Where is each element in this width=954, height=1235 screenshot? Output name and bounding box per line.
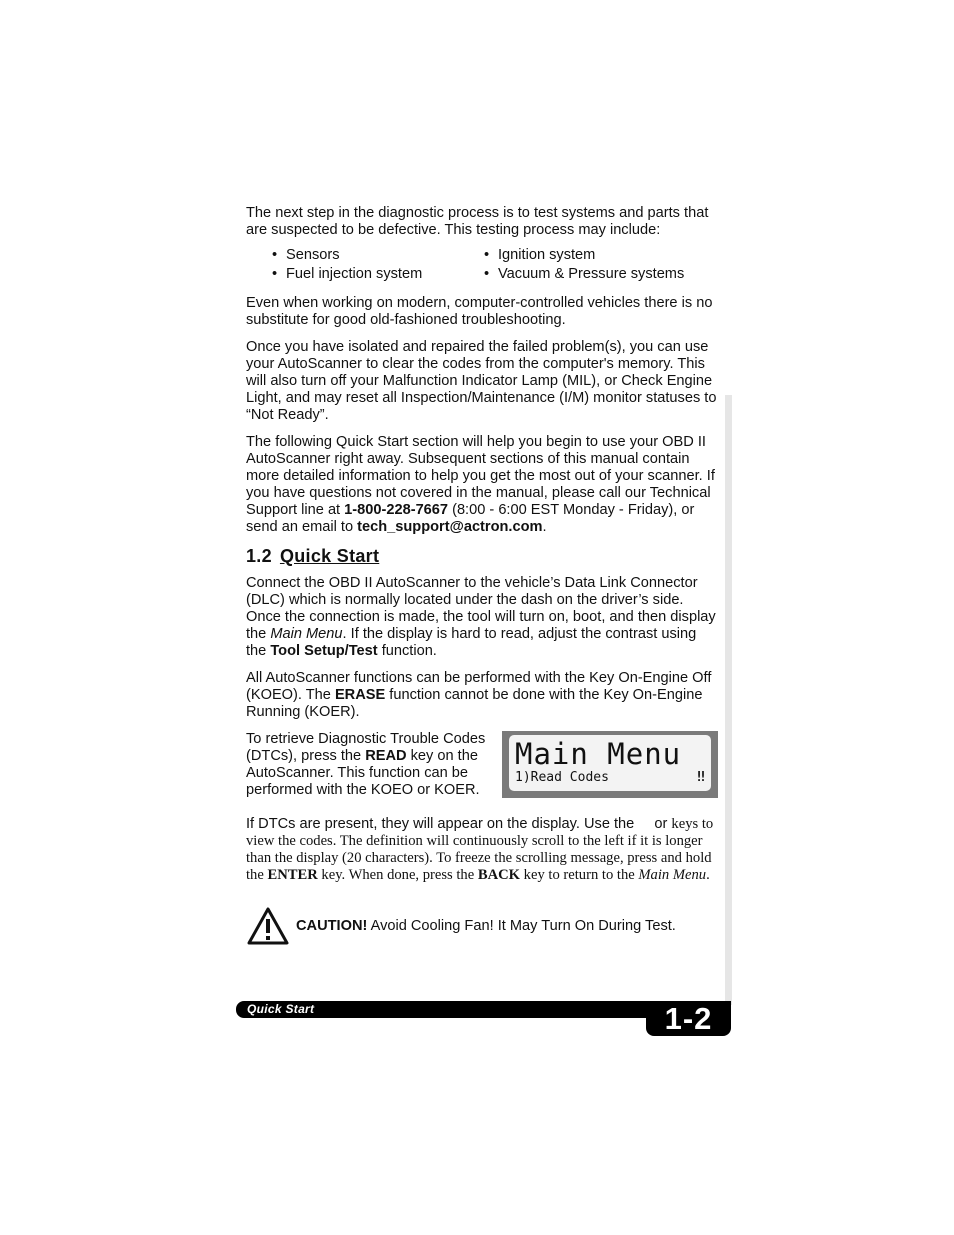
functions-text: function cannot be done with the Key On-Engine Running (KOER). xyxy=(246,687,703,720)
page-number: 1-2 xyxy=(646,1001,731,1036)
list-item: • Fuel injection system xyxy=(272,266,484,283)
connect-text: Connect the OBD II AutoScanner to the vehicle’s Data Link Connector (DLC) which is normally located under the dash on the driver’s side. Once the connection is made, the tool will turn on, boot, and then display the xyxy=(246,575,716,642)
back-term: BACK xyxy=(477,867,521,883)
section-title: Quick Start xyxy=(279,546,380,566)
caution-text xyxy=(296,918,676,935)
margin-rule xyxy=(725,395,732,1005)
page-content xyxy=(246,205,718,946)
tool-setup-term: Tool Setup/Test xyxy=(270,643,378,659)
caution-label: CAUTION! xyxy=(296,917,368,934)
test-systems-list xyxy=(272,247,718,283)
support-email: tech_support@actron.com xyxy=(357,519,543,535)
dtc-text: key. When done, press the xyxy=(317,867,478,883)
section-number: 1.2 xyxy=(246,546,272,566)
lcd-display xyxy=(502,731,718,798)
list-item: • Ignition system xyxy=(484,247,714,264)
dtc-text: keys to view the codes. The definition will continuously scroll to the left if it is longer than the display (20 characters). To freeze the scrolling message, press and hold the xyxy=(246,816,714,883)
intro-paragraph: The next step in the diagnostic process is to test systems and parts that are suspected to be defective. This testing process may include: xyxy=(246,205,709,238)
functions-text: All AutoScanner functions can be performed with the Key On-Engine Off (KOEO). The xyxy=(246,670,712,703)
retrieve-block xyxy=(246,731,718,799)
connect-paragraph xyxy=(246,575,718,660)
dtc-text: If DTCs are present, they will appear on the display. Use the xyxy=(246,816,639,832)
dtc-text: . xyxy=(706,867,710,883)
support-phone: 1-800-228-7667 xyxy=(344,502,449,518)
lcd-screen xyxy=(509,735,711,791)
read-term: READ xyxy=(365,748,407,764)
warning-icon xyxy=(246,906,290,946)
dtc-paragraph xyxy=(246,816,718,884)
main-menu-term: Main Menu xyxy=(270,626,343,642)
connect-text: function. xyxy=(377,643,437,659)
lcd-scroll-icon: ‼ xyxy=(697,770,705,785)
functions-paragraph xyxy=(246,670,718,721)
dtc-text: or xyxy=(650,816,672,832)
support-paragraph xyxy=(246,434,718,536)
erase-term: ERASE xyxy=(334,687,386,703)
caution-notice xyxy=(246,906,718,946)
dtc-text: key to return to the xyxy=(520,867,639,883)
support-text: The following Quick Start section will help you begin to use your OBD II AutoScanner right away. Subsequent sections of this manual contain more detailed information to help you get the most out of your scanner. If you have questions not covered in the manual, please call our Technical Support line at xyxy=(246,434,715,518)
support-text: . xyxy=(542,519,547,535)
lcd-title: Main Menu xyxy=(515,737,682,771)
list-item: • Sensors xyxy=(272,247,484,264)
troubleshooting-paragraph: Even when working on modern, computer-controlled vehicles there is no substitute for good old-fashioned troubleshooting. xyxy=(246,295,713,328)
lcd-menu-line: 1)Read Codes xyxy=(515,770,609,785)
enter-term: ENTER xyxy=(267,867,318,883)
footer-section-label: Quick Start xyxy=(247,1002,315,1016)
section-heading xyxy=(246,545,718,567)
retrieve-text: To retrieve Diagnostic Trouble Codes (DTCs), press the xyxy=(246,731,486,764)
main-menu-term: Main Menu xyxy=(638,867,707,883)
support-text: (8:00 - 6:00 EST Monday - Friday), or send an email to xyxy=(246,502,695,535)
list-item: • Vacuum & Pressure systems xyxy=(484,266,714,283)
clear-codes-paragraph: Once you have isolated and repaired the failed problem(s), you can use your AutoScanner to clear the codes from the computer's memory. This will also turn off your Malfunction Indicator Lamp (MIL), or Check Engine Light, and may reset all Inspection/Maintenance (I/M) monitor statuses to “Not Ready”. xyxy=(246,339,717,423)
caution-message: Avoid Cooling Fan! It May Turn On During Test. xyxy=(367,917,676,934)
connect-text: . If the display is hard to read, adjust the contrast using the xyxy=(246,626,697,659)
retrieve-text: key on the AutoScanner. This function can be performed with the KOEO or KOER. xyxy=(246,748,480,798)
